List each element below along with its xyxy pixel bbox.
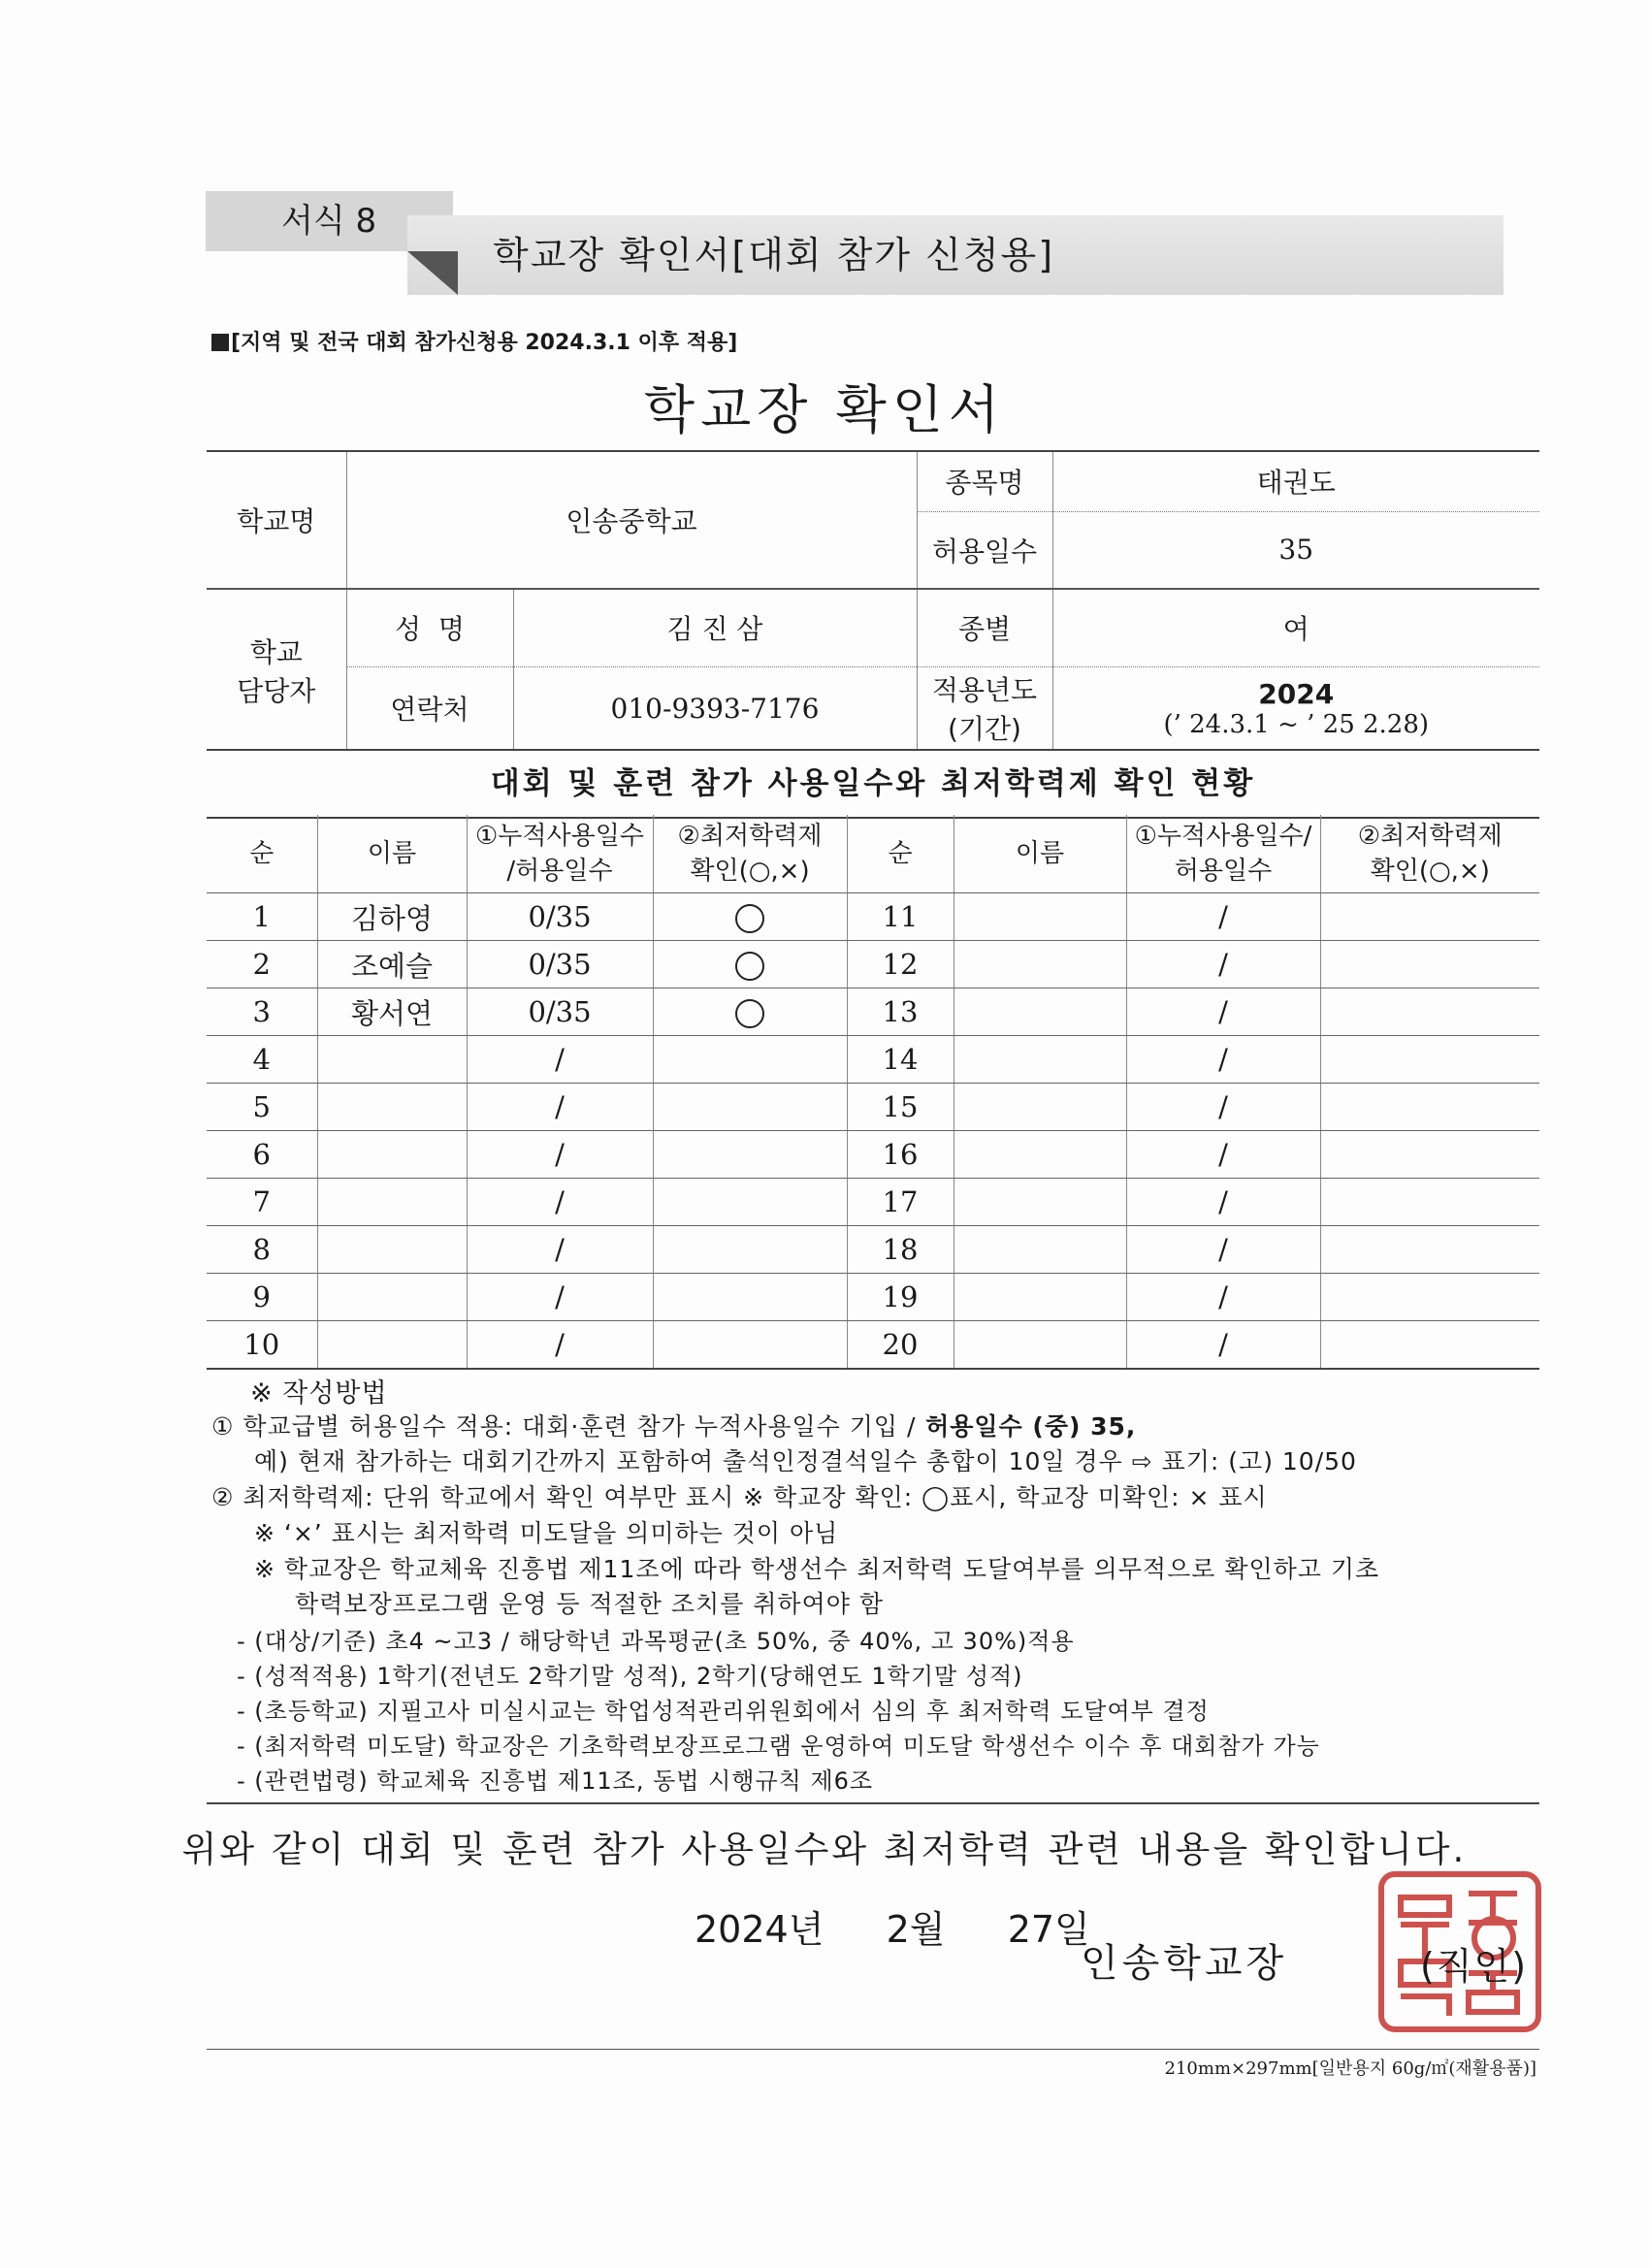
row-days-cell: / — [467, 1179, 653, 1226]
row-no2-cell: 13 — [847, 988, 954, 1036]
row-days2-cell: / — [1126, 988, 1320, 1036]
row-no-cell: 7 — [207, 1179, 317, 1226]
date-day: 27일 — [1007, 1908, 1090, 1951]
row-no2-cell: 14 — [847, 1036, 954, 1084]
instruction-5: ※ 학교장은 학교체육 진흥법 제11조에 따라 학생선수 최저학력 도달여부를 의무적으로 확인하고 기초 — [254, 1555, 1380, 1583]
row-no-cell: 2 — [207, 941, 317, 988]
footer-divider — [207, 2049, 1539, 2050]
paper-spec: 210mm×297mm[일반용지 60g/㎡(재활용품)] — [1164, 2058, 1536, 2079]
row-no2-cell: 11 — [847, 893, 954, 941]
instruction-4: ※ ‘×’ 표시는 최저학력 미도달을 의미하는 것이 아님 — [254, 1519, 839, 1547]
header-check-line2: 확인(○,×) — [690, 857, 810, 886]
instruction-3: ② 최저학력제: 단위 학교에서 확인 여부만 표시 ※ 학교장 확인: ◯표시, 학교장 미확인: × 표시 — [211, 1483, 1268, 1511]
event-label: 종목명 — [917, 451, 1052, 511]
gender-label: 종별 — [917, 589, 1052, 666]
row-days-cell: / — [467, 1321, 653, 1370]
row-no2-cell: 15 — [847, 1084, 954, 1131]
document-title: 학교장 확인서 — [643, 379, 1006, 440]
header-check-right-line2: 확인(○,×) — [1370, 857, 1490, 886]
row-days2-cell: / — [1126, 1226, 1320, 1274]
row-days2-cell: / — [1126, 1131, 1320, 1179]
row-days-cell: / — [467, 1084, 653, 1131]
allowed-days-value: 35 — [1052, 511, 1539, 589]
row-no2-cell: 16 — [847, 1131, 954, 1179]
gender-value: 여 — [1052, 589, 1539, 666]
instruction-11: - (관련법령) 학교체육 진흥법 제11조, 동법 시행규칙 제6조 — [237, 1767, 874, 1795]
instruction-9: - (초등학교) 지필고사 미실시교는 학업성적관리위원회에서 심의 후 최저학력 도달여부 결정 — [237, 1698, 1210, 1725]
header-name-right: 이름 — [954, 815, 1126, 893]
instruction-1a: ① 학교급별 허용일수 적용: 대회·훈련 참가 누적사용일수 기입 / — [211, 1412, 917, 1441]
header-days-right-line2: 허용일수 — [1174, 857, 1273, 886]
instruction-10: - (최저학력 미도달) 학교장은 기초학력보장프로그램 운영하여 미도달 학생선수 이수 후 대회참가 가능 — [237, 1733, 1320, 1760]
row-name-cell: 황서연 — [317, 988, 467, 1036]
row-days-cell: / — [467, 1274, 653, 1321]
row-days2-cell: / — [1126, 1321, 1320, 1370]
contact-value: 010-9393-7176 — [513, 666, 917, 750]
header-check-right-line1: ②최저학력제 — [1357, 822, 1503, 851]
header-name: 이름 — [317, 815, 467, 893]
row-no-cell: 9 — [207, 1274, 317, 1321]
event-value: 태권도 — [1052, 451, 1539, 511]
name-label: 성 명 — [346, 589, 513, 666]
row-no-cell: 10 — [207, 1321, 317, 1370]
school-name-label: 학교명 — [207, 451, 346, 589]
issue-date — [695, 1899, 1090, 1953]
year-label-line1: 적용년도 — [931, 674, 1038, 707]
row-days2-cell: / — [1126, 1179, 1320, 1226]
row-no-cell: 5 — [207, 1084, 317, 1131]
row-no2-cell: 17 — [847, 1179, 954, 1226]
notice-text: [지역 및 전국 대회 참가신청용 2024.3.1 이후 적용] — [231, 331, 738, 355]
header-check-line1: ②최저학력제 — [677, 822, 823, 851]
row-days-cell: 0/35 — [467, 941, 653, 988]
row-no2-cell: 18 — [847, 1226, 954, 1274]
row-name-cell: 김하영 — [317, 893, 467, 941]
row-days2-cell: / — [1126, 1274, 1320, 1321]
row-days2-cell: / — [1126, 893, 1320, 941]
header-no-right: 순 — [847, 815, 954, 893]
instruction-1 — [211, 1408, 1136, 1442]
manager-name-value: 김 진 삼 — [513, 589, 917, 666]
row-days-cell: 0/35 — [467, 988, 653, 1036]
row-no2-cell: 19 — [847, 1274, 954, 1321]
header-no: 순 — [207, 815, 317, 893]
year-label-line2: (기간) — [948, 713, 1021, 746]
header-days-line1: ①누적사용일수 — [474, 822, 644, 851]
row-no-cell: 1 — [207, 893, 317, 941]
date-year: 2024년 — [695, 1908, 824, 1951]
header-days-line2: /허용일수 — [506, 857, 613, 886]
row-days2-cell: / — [1126, 941, 1320, 988]
year-value: 2024 — [1258, 677, 1335, 710]
manager-label-line2: 담당자 — [237, 674, 316, 707]
contact-label: 연락처 — [346, 666, 513, 750]
row-name-cell: 조예슬 — [317, 941, 467, 988]
instruction-6: 학력보장프로그램 운영 등 적절한 조치를 취하여야 함 — [295, 1590, 884, 1618]
manager-label-line1: 학교 — [249, 635, 303, 668]
row-days2-cell: / — [1126, 1084, 1320, 1131]
signer-title: 인송학교장 — [1081, 1941, 1288, 1986]
row-no-cell: 3 — [207, 988, 317, 1036]
form-number: 서식 8 — [281, 202, 377, 241]
row-days-cell: / — [467, 1131, 653, 1179]
band-title: 학교장 확인서[대회 참가 신청용] — [493, 234, 1055, 276]
seal-note: (직인) — [1420, 1945, 1529, 1988]
status-section-title: 대회 및 훈련 참가 사용일수와 최저학력제 확인 현황 — [207, 749, 1539, 819]
row-no-cell: 6 — [207, 1131, 317, 1179]
row-no-cell: 8 — [207, 1226, 317, 1274]
row-no2-cell: 20 — [847, 1321, 954, 1370]
instructions-heading: ※ 작성방법 — [250, 1378, 388, 1409]
row-no-cell: 4 — [207, 1036, 317, 1084]
header-days-right-line1: ①누적사용일수/ — [1134, 822, 1312, 851]
row-days-cell: / — [467, 1036, 653, 1084]
instruction-7: - (대상/기준) 초4 ~고3 / 해당학년 과목평균(초 50%, 중 40%, 고 30%)적용 — [237, 1628, 1075, 1655]
row-days-cell: / — [467, 1226, 653, 1274]
row-days-cell: 0/35 — [467, 893, 653, 941]
divider — [207, 1802, 1539, 1804]
instruction-2: 예) 현재 참가하는 대회기간까지 포함하여 출석인정결석일수 총합이 10일 경우 ⇨ 표기: (고) 10/50 — [254, 1447, 1357, 1475]
period-value: (’ 24.3.1 ~ ’ 25 2.28) — [1163, 709, 1430, 739]
date-month: 2월 — [886, 1908, 946, 1951]
row-no2-cell: 12 — [847, 941, 954, 988]
confirmation-statement: 위와 같이 대회 및 훈련 참가 사용일수와 최저학력 관련 내용을 확인합니다. — [181, 1829, 1468, 1870]
row-days2-cell: / — [1126, 1036, 1320, 1084]
instruction-1b: 허용일수 (중) 35, — [916, 1412, 1137, 1441]
allowed-days-label: 허용일수 — [917, 511, 1052, 589]
instruction-8: - (성적적용) 1학기(전년도 2학기말 성적), 2학기(당해연도 1학기말 성적) — [237, 1663, 1023, 1690]
school-name-value: 인송중학교 — [346, 451, 917, 589]
